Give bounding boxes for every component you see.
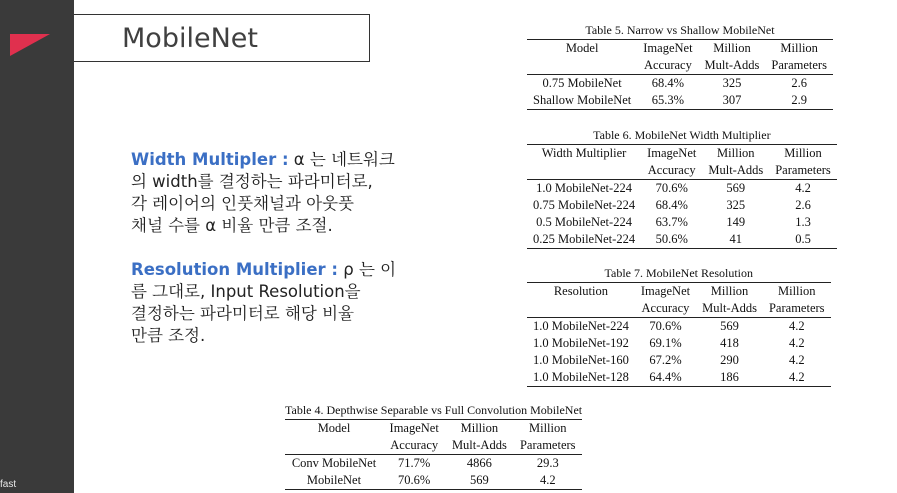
paragraph-line: 채널 수를 α 비율 만큼 조절.	[131, 216, 333, 235]
table-cell: 0.75 MobileNet-224	[533, 198, 636, 212]
header-cell: Million	[763, 283, 831, 301]
header-cell: Million	[696, 283, 763, 301]
table-caption: Table 7. MobileNet Resolution	[604, 266, 753, 280]
header-cell	[527, 300, 635, 318]
table-cell: 69.1%	[649, 336, 682, 350]
width-multiplier-paragraph	[131, 149, 401, 237]
table-cell: 4.2	[513, 472, 582, 490]
table-cell: 569	[720, 319, 739, 333]
table-cell: 41	[702, 231, 769, 249]
table-cell: 1.0 MobileNet-192	[533, 336, 629, 350]
header-cell: Million	[769, 145, 837, 163]
table-cell: 68.4%	[651, 76, 685, 90]
resolution-multiplier-term: Resolution Multiplier :	[131, 260, 338, 279]
slide-title: MobileNet	[122, 23, 258, 54]
header-cell: Million	[513, 420, 582, 438]
header-cell: Accuracy	[635, 300, 696, 318]
header-cell: Million	[702, 145, 769, 163]
table-cell: MobileNet	[285, 472, 383, 490]
table-cell: 67.2%	[649, 353, 682, 367]
header-cell: ImageNet	[383, 420, 445, 438]
table-cell: 0.25 MobileNet-224	[527, 231, 641, 249]
header-cell	[527, 162, 641, 180]
table-caption: Table 5. Narrow vs Shallow MobileNet	[585, 23, 775, 37]
table-cell: 4.2	[763, 369, 831, 387]
table-cell: 29.3	[536, 456, 559, 470]
header-cell: Parameters	[763, 300, 831, 318]
table-row	[527, 214, 837, 231]
table-cell: 4.2	[788, 336, 805, 350]
sidebar-footer-text: fast	[0, 479, 17, 490]
header-cell: Resolution	[527, 283, 635, 301]
slide-sidebar	[0, 0, 74, 493]
table-cell: 4.2	[788, 319, 805, 333]
table-cell: 2.6	[795, 198, 811, 212]
header-cell: Million	[765, 40, 833, 58]
accent-triangle	[10, 34, 50, 56]
table-cell: 68.4%	[655, 198, 688, 212]
title-box	[74, 14, 370, 62]
table-cell: 149	[726, 215, 746, 229]
table-cell: 71.7%	[398, 456, 431, 470]
header-cell	[285, 437, 383, 455]
resolution-multiplier-paragraph	[131, 259, 401, 347]
table-cell: 0.5 MobileNet-224	[536, 215, 632, 229]
table-row	[527, 369, 831, 387]
table-cell: 0.5	[769, 231, 837, 249]
header-cell: Model	[527, 40, 637, 58]
table-row	[527, 197, 837, 214]
table-cell: 1.0 MobileNet-128	[527, 369, 635, 387]
table-cell: 1.3	[795, 215, 811, 229]
table-cell: Shallow MobileNet	[527, 92, 637, 110]
table-row	[527, 231, 837, 249]
header-cell: Accuracy	[641, 162, 702, 180]
table-cell: 569	[726, 181, 746, 195]
header-cell: Parameters	[765, 57, 833, 75]
paragraph-line: 만큼 조정.	[131, 326, 206, 345]
table-depthwise-vs-full	[285, 403, 582, 490]
paragraph-line: 각 레이어의 인풋채널과 아웃풋	[131, 194, 354, 213]
table-row	[527, 335, 831, 352]
header-cell: Million	[699, 40, 766, 58]
header-cell: Mult-Adds	[702, 162, 769, 180]
paragraph-line: 름 그대로, Input Resolution을	[131, 282, 361, 301]
table-narrow-vs-shallow	[527, 23, 833, 110]
header-cell: ImageNet	[637, 40, 698, 58]
table-cell: 325	[722, 76, 742, 90]
table-cell: 63.7%	[655, 215, 688, 229]
table-cell: 290	[720, 353, 739, 367]
table-cell: 2.6	[791, 76, 807, 90]
table-width-multiplier	[527, 128, 837, 249]
header-cell: Parameters	[513, 437, 582, 455]
table-cell: 186	[696, 369, 763, 387]
table-cell: 325	[726, 198, 746, 212]
header-cell: Width Multiplier	[527, 145, 641, 163]
paragraph-line: ρ 는 이	[337, 260, 397, 279]
table-row	[285, 472, 582, 490]
table-cell: 4.2	[795, 181, 811, 195]
header-cell: Million	[445, 420, 513, 438]
table-row	[527, 352, 831, 369]
table-cell: 0.75 MobileNet	[542, 76, 622, 90]
table-cell: 1.0 MobileNet-160	[533, 353, 629, 367]
header-cell: ImageNet	[641, 145, 702, 163]
header-cell: Accuracy	[383, 437, 445, 455]
table-cell: 4.2	[788, 353, 805, 367]
table-cell: 307	[699, 92, 766, 110]
table-cell: Conv MobileNet	[291, 456, 377, 470]
table-cell: 569	[445, 472, 513, 490]
table-cell: 1.0 MobileNet-224	[533, 319, 629, 333]
header-cell: ImageNet	[635, 283, 696, 301]
table-cell: 418	[720, 336, 739, 350]
header-cell: Model	[285, 420, 383, 438]
table-resolution	[527, 266, 831, 387]
header-cell: Parameters	[769, 162, 837, 180]
table-caption: Table 4. Depthwise Separable vs Full Convolution MobileNet	[285, 403, 583, 417]
header-cell: Mult-Adds	[445, 437, 513, 455]
table-cell: 65.3%	[637, 92, 698, 110]
table-row	[527, 318, 831, 336]
table-row	[527, 92, 833, 110]
table-cell: 70.6%	[655, 181, 688, 195]
table-cell: 50.6%	[641, 231, 702, 249]
header-cell	[527, 57, 637, 75]
table-cell: 70.6%	[649, 319, 682, 333]
paragraph-line: α 는 네트워크	[288, 150, 395, 169]
header-cell: Accuracy	[637, 57, 698, 75]
table-cell: 2.9	[765, 92, 833, 110]
table-row	[527, 180, 837, 198]
table-cell: 1.0 MobileNet-224	[536, 181, 632, 195]
table-cell: 4866	[466, 456, 492, 470]
table-row	[527, 75, 833, 93]
paragraph-line: 결정하는 파라미터로 해당 비율	[131, 304, 354, 323]
width-multiplier-term: Width Multipler :	[131, 150, 289, 169]
header-cell: Mult-Adds	[696, 300, 763, 318]
table-row	[285, 455, 582, 473]
table-cell: 70.6%	[383, 472, 445, 490]
table-caption: Table 6. MobileNet Width Multiplier	[593, 128, 771, 142]
paragraph-line: 의 width를 결정하는 파라미터로,	[131, 172, 373, 191]
table-cell: 64.4%	[635, 369, 696, 387]
header-cell: Mult-Adds	[699, 57, 766, 75]
